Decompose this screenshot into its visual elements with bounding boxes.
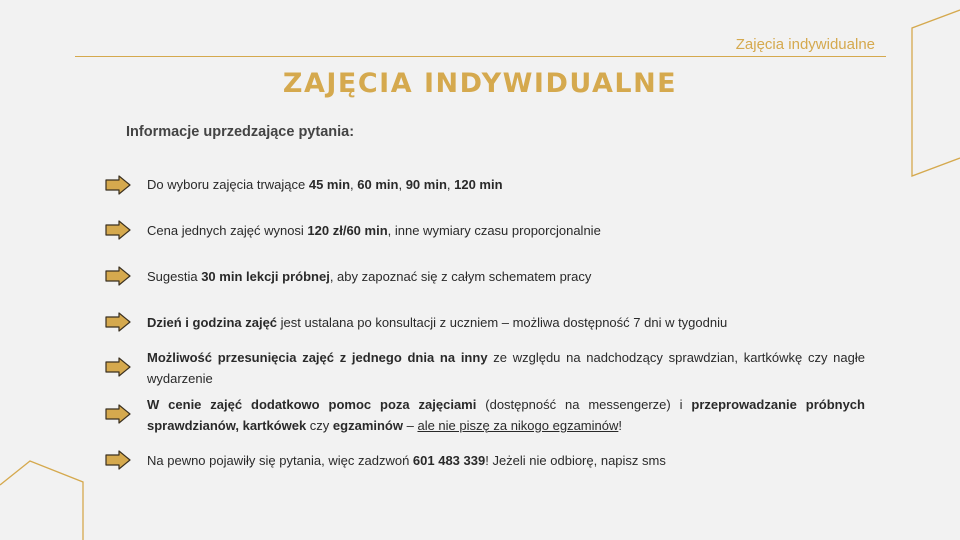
right-arrow-icon xyxy=(104,219,132,241)
right-arrow-icon xyxy=(104,265,132,287)
section-subtitle: Informacje uprzedzające pytania: xyxy=(126,124,355,140)
underlined-text: ale nie piszę za nikogo egzaminów xyxy=(417,418,619,433)
bold-text: Dzień i godzina zajęć xyxy=(147,315,278,330)
list-item-text xyxy=(147,450,865,471)
right-arrow-icon xyxy=(104,449,132,471)
list-item-text xyxy=(147,174,865,195)
text-segment: Sugestia xyxy=(147,269,202,284)
bold-text: 45 min xyxy=(308,177,351,192)
text-segment: czy xyxy=(306,418,333,433)
list-item-text xyxy=(147,394,865,436)
bold-text: 120 zł/60 min xyxy=(307,223,388,238)
text-segment: Do wyboru zajęcia trwające xyxy=(147,177,309,192)
right-arrow-icon xyxy=(104,356,132,378)
text-segment: , xyxy=(350,177,358,192)
list-item-text xyxy=(147,347,865,389)
text-segment: jest ustalana po konsultacji z uczniem – możliwa dostępność 7 dni w tygodniu xyxy=(277,315,728,330)
header-divider xyxy=(75,56,886,57)
bold-text: 60 min xyxy=(357,177,399,192)
text-segment: , inne wymiary czasu proporcjonalnie xyxy=(387,223,601,238)
text-segment: Cena jednych zajęć wynosi xyxy=(147,223,308,238)
text-segment: ! Jeżeli nie odbiorę, napisz sms xyxy=(485,453,666,468)
header-label: Zajęcia indywidualne xyxy=(735,36,875,53)
text-segment: (dostępność na messengerze) i xyxy=(476,397,692,412)
text-segment: , xyxy=(446,177,455,192)
text-segment: , aby zapoznać się z całym schematem pracy xyxy=(329,269,592,284)
bottom-left-hexagon-outline xyxy=(0,461,83,540)
text-segment: , xyxy=(398,177,406,192)
bold-text: 30 min lekcji próbnej xyxy=(201,269,330,284)
list-item-text xyxy=(147,266,865,287)
bold-text: egzaminów xyxy=(332,418,403,433)
bold-text: Możliwość przesunięcia zajęć z jednego dnia na inny xyxy=(147,350,488,365)
bold-text: 601 483 339 xyxy=(412,453,486,468)
right-arrow-icon xyxy=(104,174,132,196)
text-segment: – xyxy=(403,418,418,433)
right-arrow-icon xyxy=(104,403,132,425)
text-segment: ! xyxy=(618,418,622,433)
list-item-text xyxy=(147,312,865,333)
right-arrow-icon xyxy=(104,311,132,333)
bold-text: 120 min xyxy=(454,177,503,192)
bold-text: przeprowadzanie próbnych sprawdzianów, kartkówek xyxy=(147,397,865,433)
list-item-text xyxy=(147,220,865,241)
text-segment: Na pewno pojawiły się pytania, więc zadzwoń xyxy=(147,453,413,468)
bold-text: W cenie zajęć dodatkowo pomoc poza zajęciami xyxy=(147,397,477,412)
text-segment: ze względu na nadchodzący sprawdzian, kartkówkę czy nagłe wydarzenie xyxy=(147,350,865,386)
page-title: ZAJĘCIA INDYWIDUALNE xyxy=(282,68,678,99)
bold-text: 90 min xyxy=(405,177,447,192)
